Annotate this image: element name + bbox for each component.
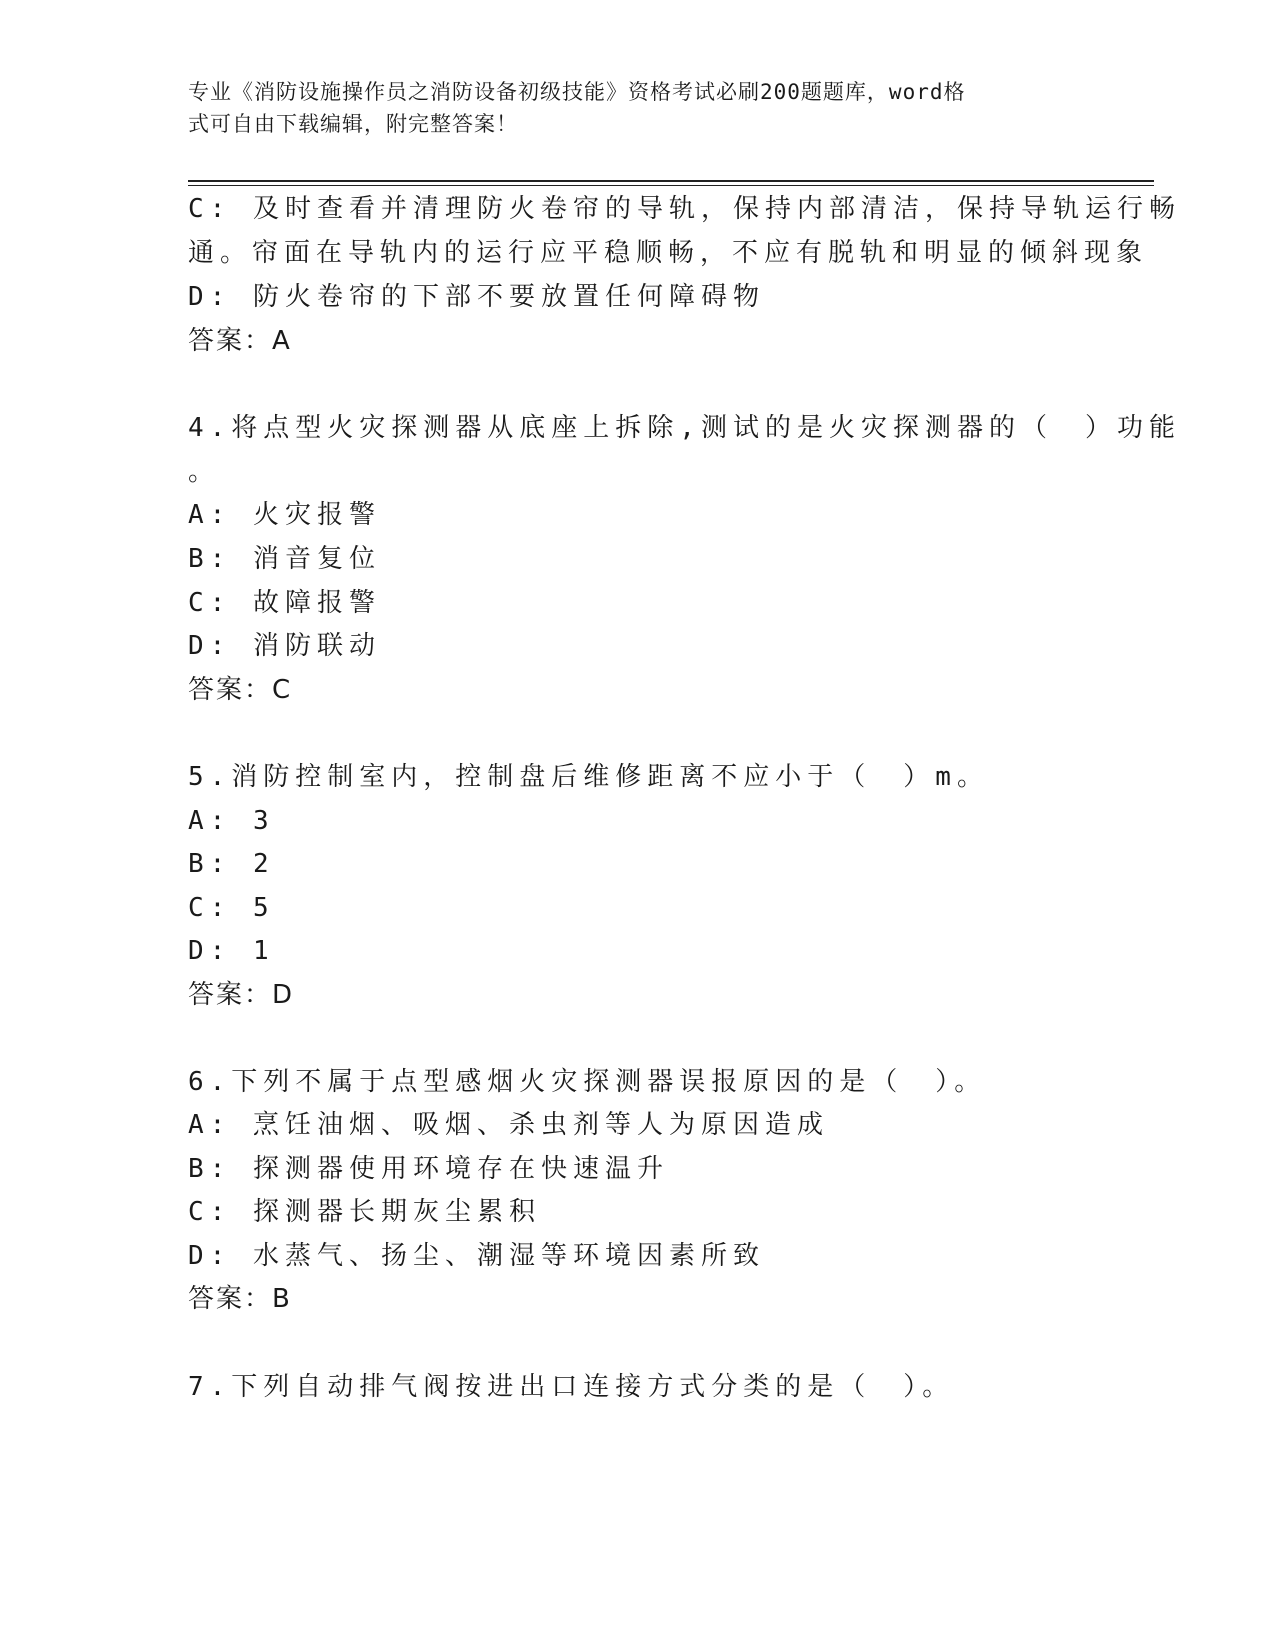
q5-question: 5.消防控制室内，控制盘后维修距离不应小于（ ）m。 [188,762,989,792]
q5-option-a: A: 3 [188,806,275,836]
q5-option-b: B: 2 [188,849,275,879]
q6-answer: 答案：B [188,1284,292,1314]
q4-option-d: D: 消防联动 [188,631,381,661]
q3-answer: 答案：A [188,326,292,356]
q4-question-line-1: 4.将点型火灾探测器从底座上拆除,测试的是火灾探测器的（ ）功能 [188,413,1181,443]
q5-answer: 答案：D [188,980,295,1010]
header-divider-thin [188,185,1154,186]
q6-option-a: A: 烹饪油烟、吸烟、杀虫剂等人为原因造成 [188,1110,829,1140]
document-header [188,76,1068,140]
q4-option-c: C: 故障报警 [188,588,381,618]
q5-option-d: D: 1 [188,936,275,966]
q3-option-c-line-1: C: 及时查看并清理防火卷帘的导轨，保持内部清洁，保持导轨运行畅 [188,194,1181,224]
header-line-2: 式可自由下载编辑，附完整答案！ [188,112,518,136]
q3-option-c-line-2: 通。帘面在导轨内的运行应平稳顺畅，不应有脱轨和明显的倾斜现象 [188,238,1149,268]
q6-option-b: B: 探测器使用环境存在快速温升 [188,1154,669,1184]
q5-option-c: C: 5 [188,893,275,923]
q6-option-d: D: 水蒸气、扬尘、潮湿等环境因素所致 [188,1241,765,1271]
q3-option-d: D: 防火卷帘的下部不要放置任何障碍物 [188,282,765,312]
q4-answer: 答案：C [188,675,293,705]
q7-question: 7.下列自动排气阀按进出口连接方式分类的是（ ）。 [188,1372,955,1402]
q4-question-line-2: 。 [188,457,221,487]
q6-option-c: C: 探测器长期灰尘累积 [188,1197,541,1227]
header-line-1: 专业《消防设施操作员之消防设备初级技能》资格考试必刷200题题库，word格 [188,80,966,104]
header-divider-thick [188,180,1154,182]
q4-option-a: A: 火灾报警 [188,500,381,530]
q4-option-b: B: 消音复位 [188,544,381,574]
q6-question: 6.下列不属于点型感烟火灾探测器误报原因的是（ ）。 [188,1067,987,1097]
